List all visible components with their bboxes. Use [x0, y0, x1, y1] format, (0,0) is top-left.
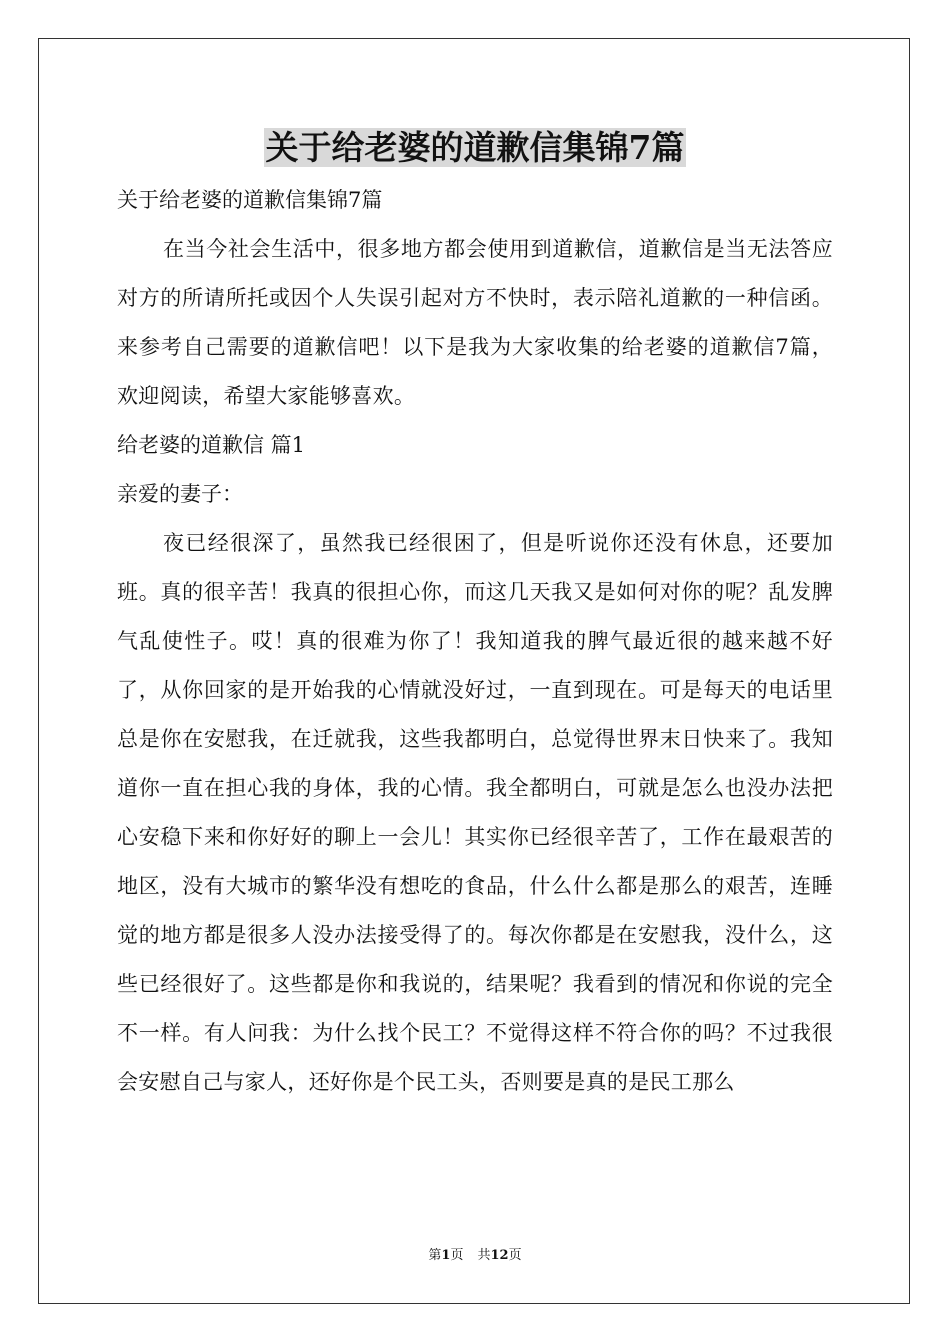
section-heading: 给老婆的道歉信 篇1 [117, 433, 306, 457]
intro-paragraph: 在当今社会生活中，很多地方都会使用到道歉信，道歉信是当无法答应对方的所请所托或因个人失误引起对方不快时，表示陪礼道歉的一种信函。来参考自己需要的道歉信吧！以下是我为大家收集的给老婆的道歉信7篇，欢迎阅读，希望大家能够喜欢。 [117, 237, 833, 408]
letter-body-paragraph: 夜已经很深了，虽然我已经很困了，但是听说你还没有休息，还要加班。真的很辛苦！我真的很担心你，而这几天我又是如何对你的呢？乱发脾气乱使性子。哎！真的很难为你了！我知道我的脾气最近很的越来越不好了，从你回家的是开始我的心情就没好过，一直到现在。可是每天的电话里总是你在安慰我，在迁就我，这些我都明白，总觉得世界末日快来了。我知道你一直在担心我的身体，我的心情。我全都明白，可就是怎么也没办法把心安稳下来和你好好的聊上一会儿！其实你已经很辛苦了，工作在最艰苦的地区，没有大城市的繁华没有想吃的食品，什么什么都是那么的艰苦，连睡觉的地方都是很多人没办法接受得了的。每次你都是在安慰我，没什么，这些已经很好了。这些都是你和我说的，结果呢？我看到的情况和你说的完全不一样。有人问我：为什么找个民工？不觉得这样不符合你的吗？不过我很会安慰自己与家人，还好你是个民工头，否则要是真的是民工那么 [117, 531, 833, 1094]
footer-page-prefix: 第 [428, 1248, 442, 1263]
document-body [117, 176, 833, 1107]
document-title [0, 124, 950, 172]
footer-total-unit: 页 [508, 1248, 522, 1263]
footer-total-prefix: 共 [477, 1248, 491, 1263]
footer-current-page: 1 [441, 1248, 451, 1263]
page-footer [0, 1246, 950, 1266]
footer-page-unit: 页 [450, 1248, 464, 1263]
document-subtitle: 关于给老婆的道歉信集锦7篇 [117, 188, 383, 212]
document-title-text: 关于给老婆的道歉信集锦7篇 [265, 128, 685, 167]
footer-total-pages: 12 [490, 1248, 509, 1263]
salutation: 亲爱的妻子： [117, 482, 243, 506]
